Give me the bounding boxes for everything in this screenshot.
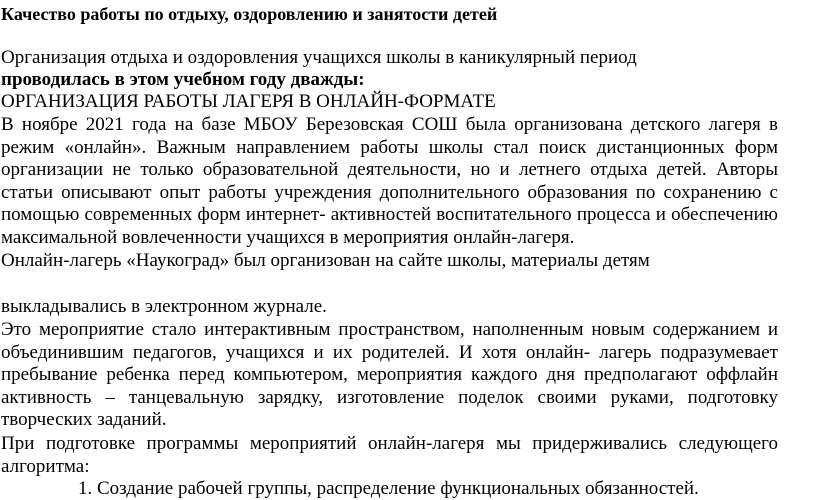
paragraph-1: В ноябре 2021 года на базе МБОУ Березовская СОШ была организована детского лагеря в режим «онлайн». Важным направлением работы школы стал поиск дистанционных форм организации не только образовательной деятельности, но и летнего отдыха детей. Авторы статьи описывают опыт работы учреждения дополнительного образования по сохранению с помощью современных форм интернет- активностей воспитательного процесса и обеспечению максимальной вовлеченности учащихся в мероприятия онлайн-лагеря. — [1, 114, 778, 248]
document-title: Качество работы по отдыху, оздоровлению и занятости детей — [1, 4, 498, 24]
section-heading: ОРГАНИЗАЦИЯ РАБОТЫ ЛАГЕРЯ В ОНЛАЙН-ФОРМАТЕ — [1, 91, 496, 112]
paragraph-3: Это мероприятие стало интерактивным пространством, наполненным новым содержанием и объединившим педагогов, учащихся и их родителей. И хотя онлайн- лагерь подразумевает пребывание ребенка перед компьютером, мероприятия каждого дня предполагают оффлайн активность – танцевальную зарядку, изготовление поделок своими руками, подготовку творческих заданий. — [1, 319, 778, 431]
list-item: 1. Создание рабочей группы, распределение функциональных обязанностей. — [78, 478, 699, 499]
paragraph-4: При подготовке программы мероприятий онлайн-лагеря мы придерживались следующего алгоритма: — [1, 433, 778, 477]
paragraph-2-part-1: Онлайн-лагерь «Наукоград» был организован на сайте школы, материалы детям — [1, 250, 650, 271]
intro-line: Организация отдыха и оздоровления учащихся школы в каникулярный период — [1, 47, 637, 68]
intro-bold-line: проводилась в этом учебном году дважды: — [1, 69, 365, 90]
paragraph-2-part-2: выкладывались в электронном журнале. — [1, 296, 327, 317]
